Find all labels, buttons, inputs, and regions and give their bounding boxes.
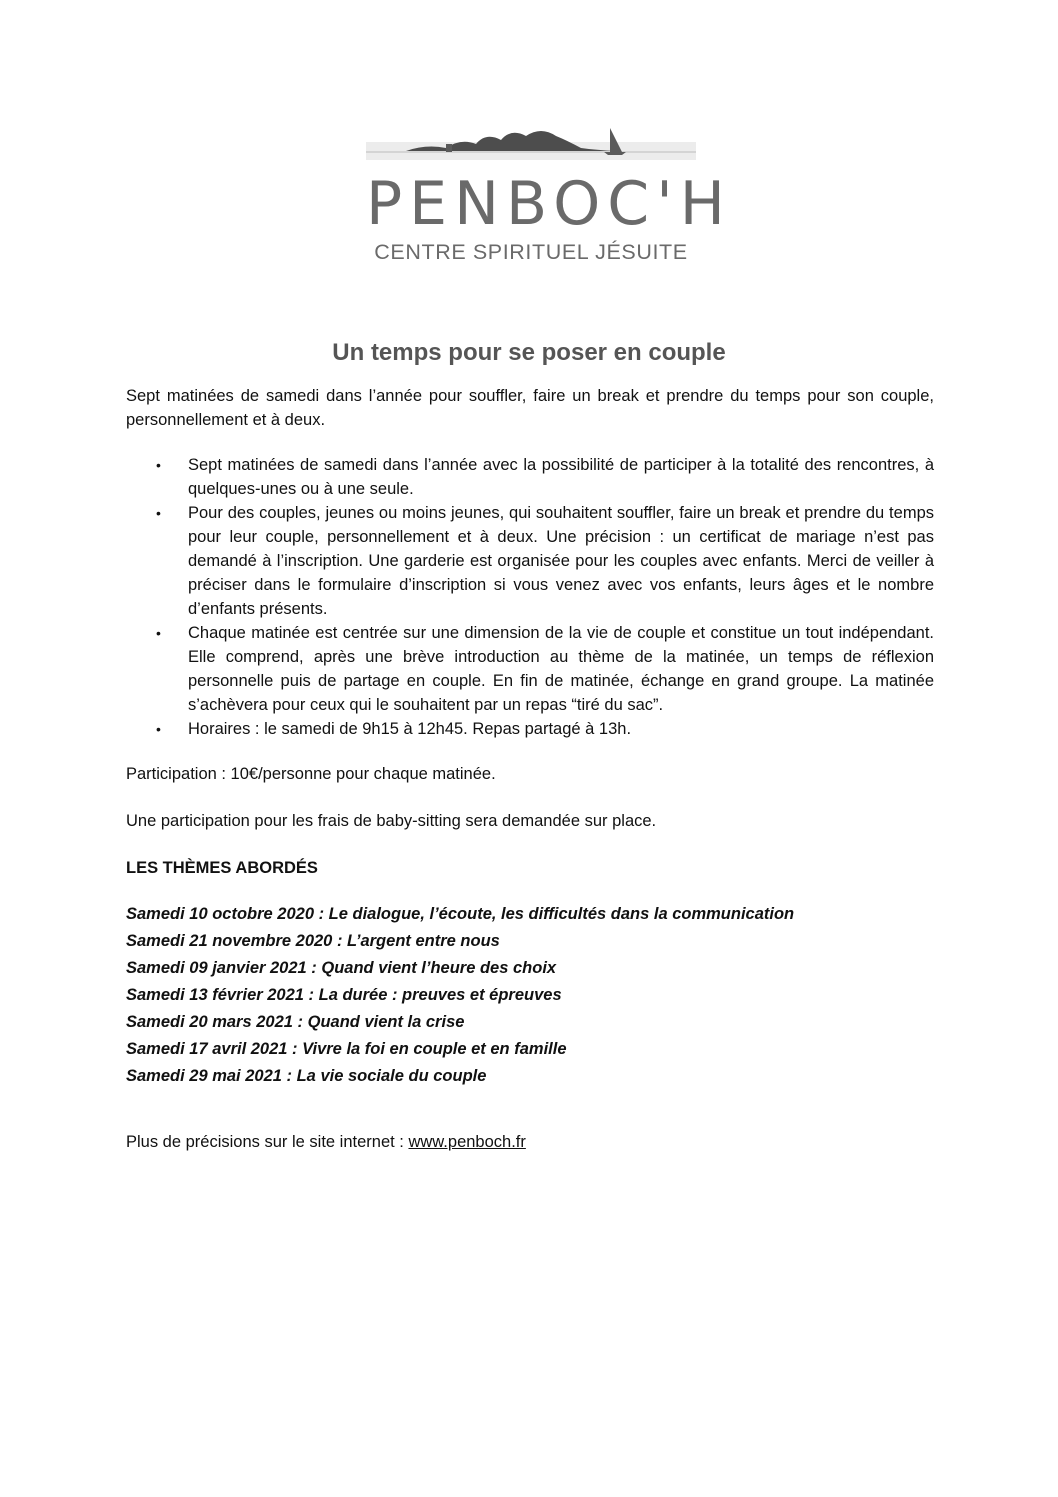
bullet-icon: •: [156, 457, 161, 473]
bullet-icon: •: [156, 721, 161, 737]
theme-item: Samedi 17 avril 2021 : Vivre la foi en couple et en famille: [126, 1040, 567, 1058]
intro-paragraph: Sept matinées de samedi dans l’année pour souffler, faire un break et prendre du temps pour son couple, personnellement et à deux.: [126, 387, 934, 429]
bullet-icon: •: [156, 625, 161, 641]
website-link[interactable]: www.penboch.fr: [408, 1133, 526, 1151]
list-item: [126, 621, 934, 717]
list-item-text: Horaires : le samedi de 9h15 à 12h45. Repas partagé à 13h.: [188, 720, 632, 738]
document-body: [126, 384, 934, 1154]
info-list: [126, 453, 934, 741]
more-info: [126, 1130, 934, 1154]
theme-item: Samedi 09 janvier 2021 : Quand vient l’heure des choix: [126, 959, 557, 977]
page-title: Un temps pour se poser en couple: [332, 339, 726, 366]
themes-list: [126, 901, 934, 1090]
list-item: [126, 453, 934, 501]
list-item-text: Sept matinées de samedi dans l’année avec la possibilité de participer à la totalité des rencontres, à quelques-unes ou à une seule.: [188, 456, 934, 498]
theme-item: Samedi 13 février 2021 : La durée : preuves et épreuves: [126, 986, 562, 1004]
theme-item: Samedi 20 mars 2021 : Quand vient la crise: [126, 1013, 465, 1031]
logo: [366, 124, 732, 274]
theme-item: Samedi 21 novembre 2020 : L’argent entre nous: [126, 932, 500, 950]
themes-heading: LES THÈMES ABORDÉS: [126, 859, 318, 877]
list-item: [126, 717, 934, 741]
theme-item: Samedi 29 mai 2021 : La vie sociale du couple: [126, 1067, 487, 1085]
logo-subtitle: CENTRE SPIRITUEL JÉSUITE: [374, 240, 688, 264]
list-item-text: Chaque matinée est centrée sur une dimension de la vie de couple et constitue un tout indépendant. Elle comprend, après une brève introduction au thème de la matinée, un temps de réflexion personnelle puis de partage en couple. En fin de matinée, échange en grand groupe. La matinée s’achèvera pour ceux qui le souhaitent par un repas “tiré du sac”.: [188, 624, 934, 714]
bullet-icon: •: [156, 505, 161, 521]
participation-text: Participation : 10€/personne pour chaque matinée.: [126, 765, 496, 783]
list-item: [126, 501, 934, 621]
landscape-icon: [366, 124, 696, 164]
list-item-text: Pour des couples, jeunes ou moins jeunes, qui souhaitent souffler, faire un break et prendre du temps pour leur couple, personnellement et à deux. Une précision : un certificat de mariage n’est pas demandé à l’inscription. Une garderie est organisée pour les couples avec enfants. Merci de veiller à préciser dans le formulaire d’inscription si vous venez avec vos enfants, leurs âges et le nombre d’enfants présents.: [188, 504, 934, 618]
babysitting-text: Une participation pour les frais de baby-sitting sera demandée sur place.: [126, 812, 657, 830]
logo-name: PENBOC'H: [366, 169, 732, 239]
more-info-label: Plus de précisions sur le site internet :: [126, 1133, 409, 1151]
theme-item: Samedi 10 octobre 2020 : Le dialogue, l’écoute, les difficultés dans la communication: [126, 905, 795, 923]
